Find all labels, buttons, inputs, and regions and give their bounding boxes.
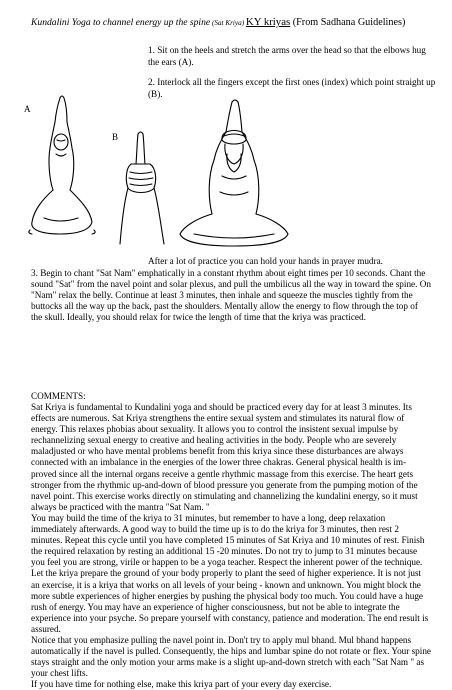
- figure-b-hands-illustration: [112, 128, 174, 248]
- ky-kriyas-link[interactable]: KY kriyas: [245, 16, 291, 28]
- figure-a-label: A: [24, 104, 31, 114]
- step-1-text: 1. Sit on the heels and stretch the arms over the head so that the elbows hug the ears (A).: [148, 45, 426, 67]
- comments-paragraph-1: Sat Kriya is fundamental to Kundalini yoga and should be practiced every day for at least 3 minutes. Its effects are numerous. Sat Kriya strengthens the entire sexual system and stimulates its natural flow of energy. This relaxes phobias about sexuality. It allows you to control the insistent sexual impulse by rechannelizing sexual energy to creative and healing activities in the body. People who are severely maladjusted or who have mental problems benefit from this kriya since these disturbances are always connected with an imbalance in the energies of the lower three chakras. General physical health is im-proved since all the internal organs receive a gentle rhythmic massage from this exercise. The heart gets stronger from the rhythmic up-and-down of blood pressure you generate from the pumping motion of the navel point. This exercise works directly on stimulating and channelizing the kundalini energy, so it must always be practiced with the mantra "Sat Nam. ": [31, 402, 418, 512]
- header-paren-open: (: [210, 19, 215, 27]
- comments-paragraph-2: You may build the time of the kriya to 31 minutes, but remember to have a long, deep relaxation immediately afterwards. A good way to build the time up is to do the kriya for 3 minutes, then rest 2 minutes. Repeat this cycle until you have completed 15 minutes of Sat Kriya and 10 minutes of rest. Finish the required relaxation by resting an additional 15 -20 minutes. Do not try to jump to 31 minutes because you feel you are strong, virile or happen to be a yoga teacher. Respect the inherent power of the technique. Let the kriya prepare the ground of your body properly to plant the seed of higher experience. It is not just an exercise, it is a kriya that works on all levels of your being - known and unknown. You might block the more subtle experiences of higher energies by pushing the physical body too much. You could have a huge rush of energy. You may have an experience of higher consciousness, but not be able to integrate the experience into your psyche. So prepare yourself with constancy, patience and moderation. The end result is assured.: [31, 512, 429, 634]
- figure-b-label: B: [112, 132, 119, 142]
- step-2-text: 2. Interlock all the fingers except the first ones (index) which point straight up (B).: [148, 77, 436, 99]
- header-paren-close: ): [241, 19, 246, 27]
- comments-paragraph-3: Notice that you emphasize pulling the navel point in. Don't try to apply mul bhand. Mul bhand happens automatically if the navel is pulled. Consequently, the hips and lumbar spine do not rotate or flex. Your spine stays straight and the only motion your arms make is a slight up-and-down stretch with each "Sat Nam " as your chest lifts.: [31, 634, 432, 679]
- step-3-text: 3. Begin to chant "Sat Nam" emphatically in a constant rhythm about eight times per 10 seconds. Chant the sound "Sat" from the navel point and solar plexus, and pull the umbilicus all the way in toward the spine. On "Nam" relax the belly. Continue at least 3 minutes, then inhale and squeeze the muscles tightly from the buttocks all the way up the back, past the shoulders. Mentally allow the energy to flow through the top of the skull. Ideally, you should relax for twice the length of time that the kriya was practiced.: [31, 268, 431, 323]
- header-sat-kriya: Sat Kriya: [214, 19, 242, 27]
- figure-caption: After a lot of practice you can hold your hands in prayer mudra.: [148, 256, 383, 266]
- figure-a-illustration: [20, 90, 105, 245]
- comments-heading: COMMENTS:: [31, 391, 86, 401]
- comments-body: [31, 402, 431, 690]
- comments-paragraph-4: If you have time for nothing else, make this kriya part of your every day exercise.: [31, 679, 332, 690]
- header-source: (From Sadhana Guidelines): [290, 17, 406, 28]
- figure-seated-turban-illustration: [172, 98, 297, 248]
- header-lead: Kundalini Yoga to channel energy up the spine: [31, 17, 211, 28]
- page-header: [31, 12, 441, 30]
- step-3-paragraph: [31, 268, 431, 323]
